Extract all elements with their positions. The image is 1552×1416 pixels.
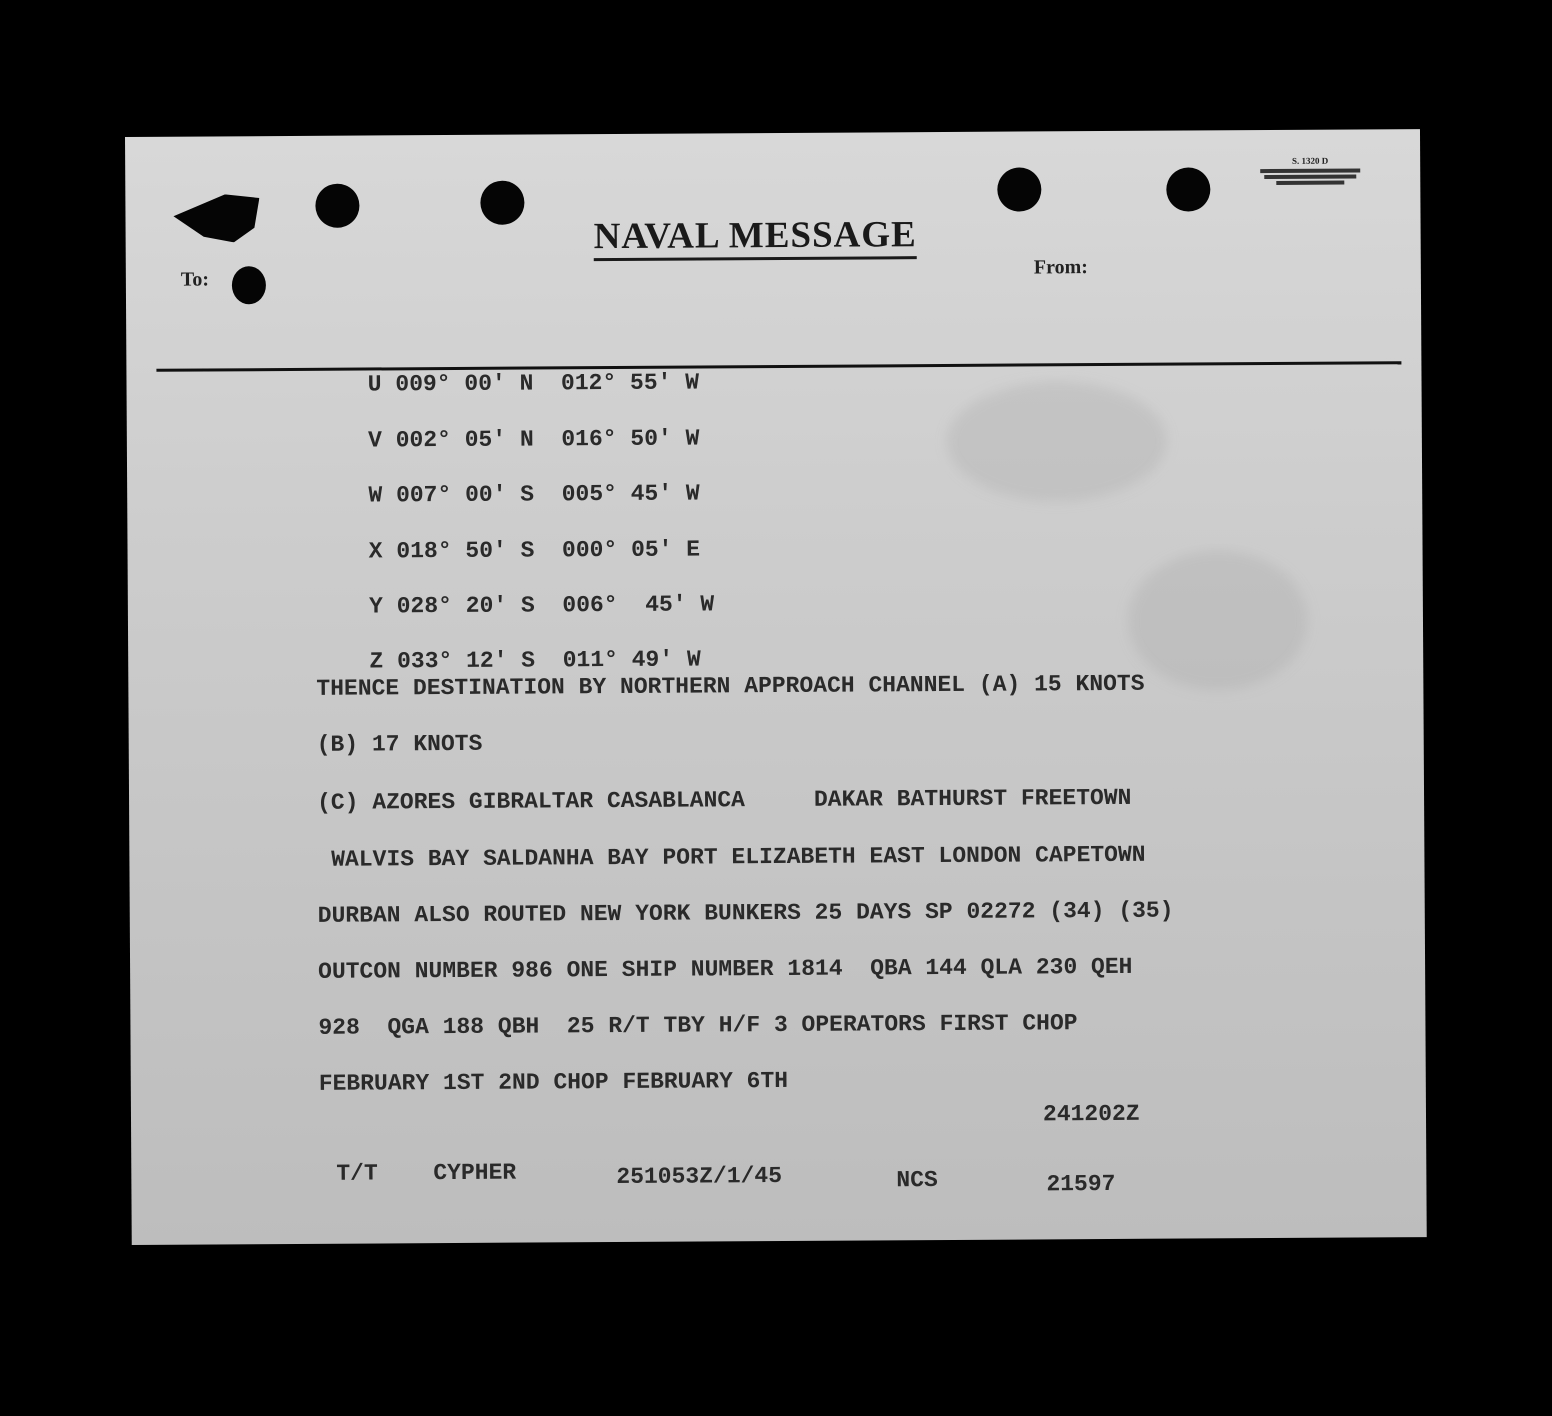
origin-dtg: 251053Z/1/45: [616, 1163, 783, 1191]
page-title: NAVAL MESSAGE: [593, 215, 916, 261]
coordinate-row: Y 028° 20' S 006° 45' W: [369, 591, 715, 620]
punch-hole: [480, 181, 524, 225]
message-line: DURBAN ALSO ROUTED NEW YORK BUNKERS 25 DAYS SP 02272 (34) (35): [317, 897, 1174, 929]
serial-number: 21597: [1046, 1170, 1116, 1198]
message-line: (B) 17 KNOTS: [316, 730, 483, 758]
coordinate-row: Z 033° 12' S 011° 49' W: [369, 646, 701, 675]
message-line: FEBRUARY 1ST 2ND CHOP FEBRUARY 6TH: [318, 1067, 789, 1097]
form-code: S. 1320 D: [1250, 155, 1370, 187]
coordinate-row: W 007° 00' S 005° 45' W: [368, 480, 700, 509]
from-label: From:: [1033, 256, 1088, 279]
transmission-method: T/T: [336, 1160, 378, 1187]
to-label: To:: [180, 268, 210, 291]
torn-corner: [173, 194, 259, 243]
paper-stain: [1128, 550, 1309, 691]
message-line: (C) AZORES GIBRALTAR CASABLANCA DAKAR BATHURST FREETOWN: [316, 784, 1132, 816]
cypher-type: CYPHER: [433, 1159, 517, 1187]
message-line: OUTCON NUMBER 986 ONE SHIP NUMBER 1814 QBA 144 QLA 230 QEH: [318, 953, 1133, 985]
message-line: WALVIS BAY SALDANHA BAY PORT ELIZABETH EAST LONDON CAPETOWN: [317, 841, 1146, 873]
punch-hole: [315, 184, 359, 228]
message-form: [125, 129, 1427, 1245]
coordinate-row: U 009° 00' N 012° 55' W: [367, 369, 700, 398]
paper-stain: [947, 381, 1168, 502]
message-line: THENCE DESTINATION BY NORTHERN APPROACH CHANNEL (A) 15 KNOTS: [316, 670, 1145, 702]
date-time-group: 241202Z: [1042, 1100, 1140, 1128]
punch-hole: [997, 167, 1041, 211]
message-line: 928 QGA 188 QBH 25 R/T TBY H/F 3 OPERATORS FIRST CHOP: [318, 1010, 1078, 1041]
office-code: NCS: [896, 1167, 938, 1194]
punch-hole: [1166, 167, 1210, 211]
punch-hole: [232, 266, 266, 304]
coordinate-row: X 018° 50' S 000° 05' E: [368, 536, 701, 565]
coordinate-row: V 002° 05' N 016° 50' W: [367, 425, 700, 454]
